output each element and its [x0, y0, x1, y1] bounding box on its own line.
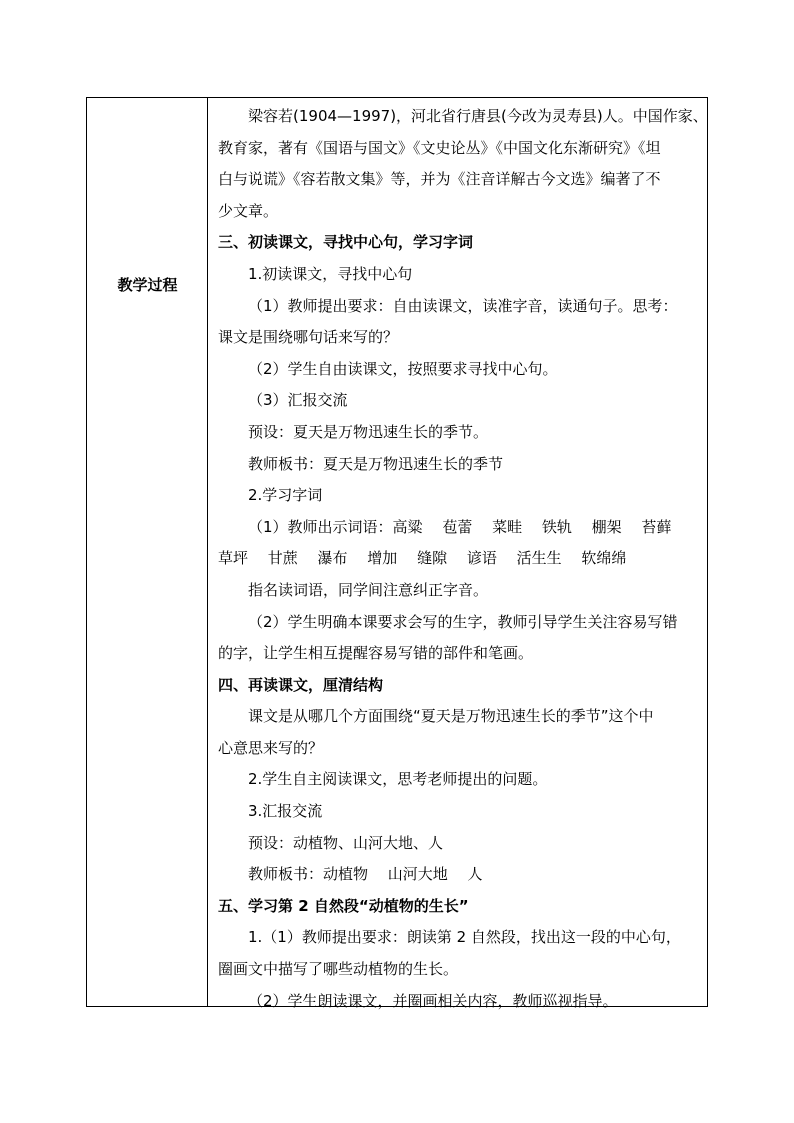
- text-line: （1）教师出示词语：高粱 苞蕾 菜畦 铁轨 棚架 苔藓: [248, 517, 672, 536]
- text-line: （2）学生明确本课要求会写的生字，教师引导学生关注容易写错: [248, 612, 678, 631]
- section-heading: 四、再读课文，厘清结构: [218, 675, 384, 694]
- text-line: 教师板书：动植物 山河大地 人: [248, 865, 483, 884]
- text-line: （2）学生自由读课文，按照要求寻找中心句。: [248, 359, 558, 378]
- text-line: （1）教师提出要求：自由读课文，读准字音，读通句子。思考：: [248, 296, 678, 315]
- section-heading: 五、学习第 2 自然段“动植物的生长”: [218, 896, 469, 915]
- text-line: 白与说谎》《容若散文集》等，并为《注音详解古今文选》编著了不: [218, 170, 661, 189]
- text-line: 的字，让学生相互提醒容易写错的部件和笔画。: [218, 644, 534, 663]
- text-line: 预设：动植物、山河大地、人: [248, 833, 444, 852]
- section-heading: 三、初读课文，寻找中心句，学习字词: [218, 233, 474, 252]
- text-line: 圈画文中描写了哪些动植物的生长。: [218, 960, 459, 979]
- text-line: 课文是围绕哪句话来写的？: [218, 328, 399, 347]
- text-line: 2.学生自主阅读课文，思考老师提出的问题。: [248, 770, 548, 789]
- text-line: 1.初读课文，寻找中心句: [248, 264, 413, 283]
- text-line: 教师板书：夏天是万物迅速生长的季节: [248, 454, 504, 473]
- text-line: 2.学习字词: [248, 486, 323, 505]
- row-label-cell: [87, 98, 208, 1006]
- text-line: （3）汇报交流: [248, 391, 348, 410]
- text-line: 1.（1）教师提出要求：朗读第 2 自然段，找出这一段的中心句，: [248, 928, 681, 947]
- text-line: （2）学生朗读课文，并圈画相关内容，教师巡视指导。: [248, 991, 618, 1010]
- text-line: 指名读词语，同学间注意纠正字音。: [248, 580, 489, 599]
- text-line: 梁容若(1904—1997)，河北省行唐县(今改为灵寿县)人。中国作家、: [248, 107, 708, 125]
- text-line: 心意思来写的？: [218, 738, 324, 757]
- row-label: 教学过程: [117, 276, 178, 294]
- text-line: 预设：夏天是万物迅速生长的季节。: [248, 422, 489, 441]
- lesson-table: [86, 97, 708, 1010]
- text-line: 课文是从哪几个方面围绕“夏天是万物迅速生长的季节”这个中: [248, 707, 654, 726]
- text-line: 草坪 甘蔗 瀑布 增加 缝隙 谚语 活生生 软绵绵: [218, 549, 627, 568]
- text-line: 3.汇报交流: [248, 802, 323, 821]
- text-line: 教育家，著有《国语与国文》《文史论丛》《中国文化东渐研究》《坦: [218, 138, 661, 157]
- text-line: 少文章。: [218, 201, 279, 220]
- content-cell: [208, 98, 708, 1010]
